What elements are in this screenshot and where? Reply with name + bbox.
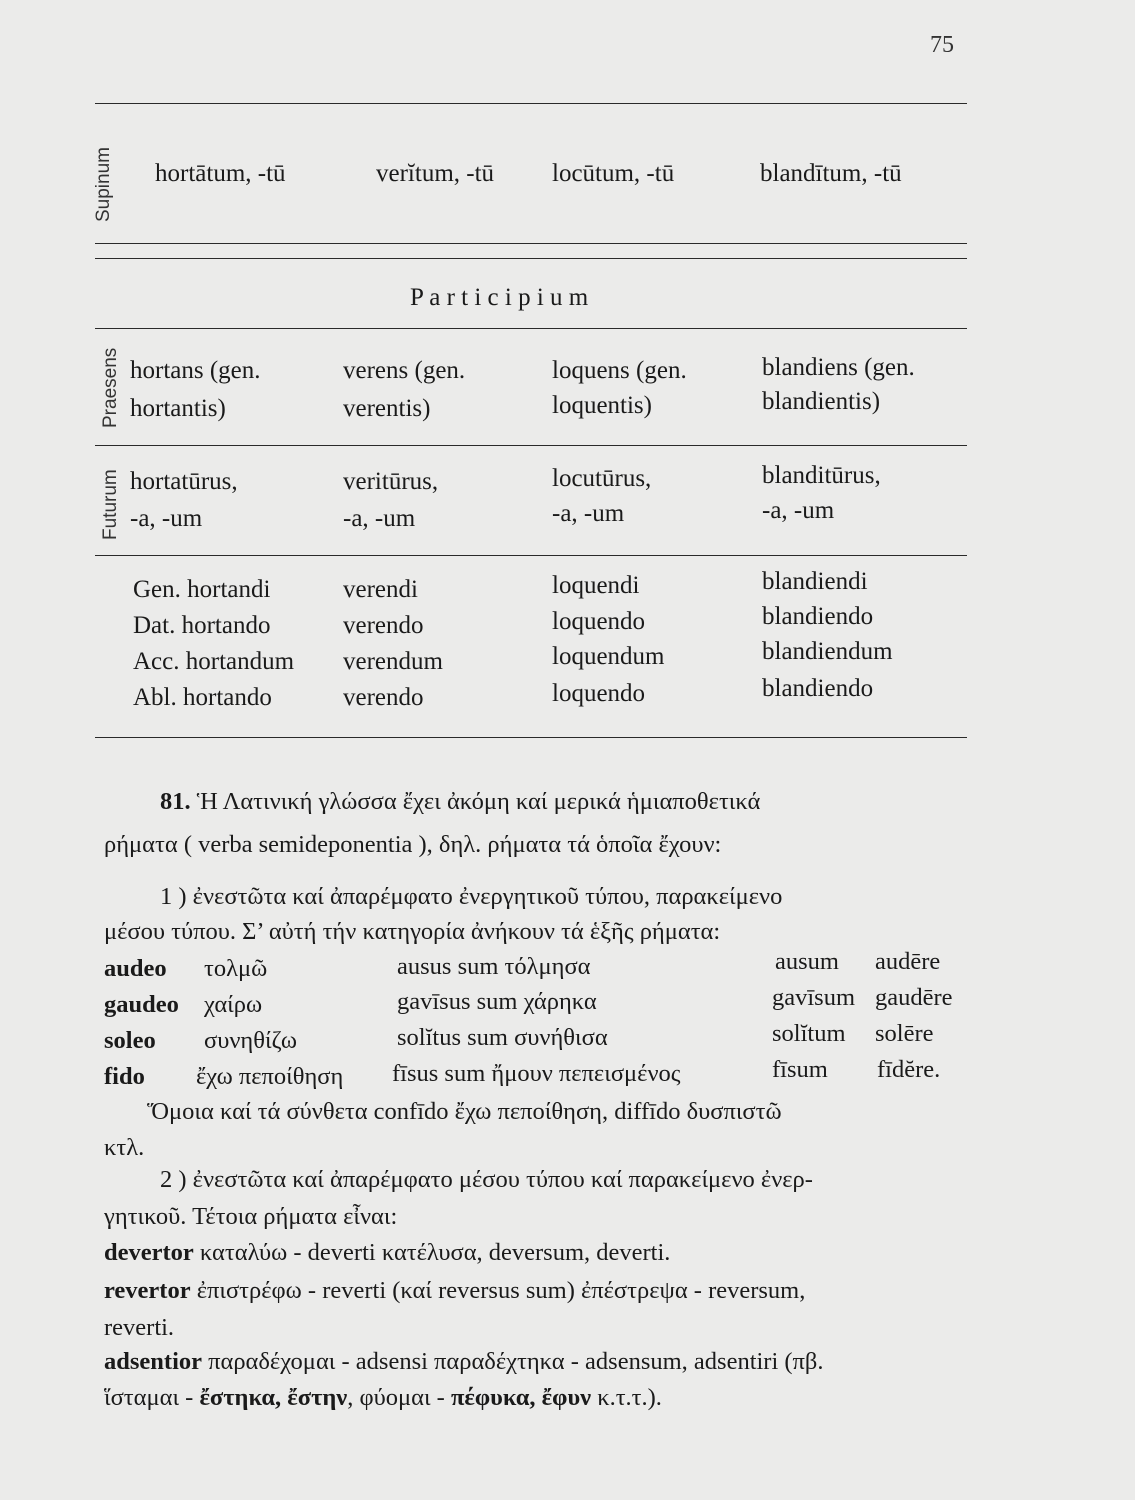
table-cell: veritūrus, (343, 468, 439, 495)
table-cell: loquendi (552, 572, 640, 599)
verb-greek: ἔχω πεποίθηση (196, 1063, 344, 1090)
table-cell: blandientis) (762, 388, 881, 415)
verb-greek: συνηθίζω (204, 1027, 297, 1054)
table-cell: hortans (gen. (130, 357, 261, 384)
supinum-label: Supinum (93, 147, 114, 222)
adsentior-line: adsentior παραδέχομαι - adsensi παραδέχτηκα - adsensum, adsentiri (πβ. (104, 1348, 824, 1375)
table-cell: loquendum (552, 643, 665, 670)
table-cell: Abl. hortando (133, 684, 272, 711)
table-cell: -a, -um (762, 497, 835, 524)
table-cell: -a, -um (343, 505, 416, 532)
verb-lemma: fido (104, 1063, 145, 1090)
point-1-line: 1 ) ἐνεστῶτα καί ἀπαρέμφατο ἐνεργητικοῦ τύπου, παρακείμενο (160, 883, 783, 910)
verb-lemma: gaudeo (104, 991, 179, 1018)
compounds-line: Ὅμοια καί τά σύνθετα confīdo ἔχω πεποίθηση, diffīdo δυσπιστῶ (147, 1098, 782, 1125)
table-rule (95, 555, 967, 556)
table-rule (95, 243, 967, 244)
section-intro-line: ρήματα ( verba semideponentia ), δηλ. ρήματα τά ὁποῖα ἔχουν: (104, 831, 722, 858)
devertor-line: devertor καταλύω - deverti κατέλυσα, deversum, deverti. (104, 1239, 671, 1266)
table-rule (95, 737, 967, 738)
table-cell: verendum (343, 648, 443, 675)
futurum-label: Futurum (100, 469, 121, 540)
verb-greek: τολμῶ (204, 955, 268, 982)
table-cell: -a, -um (552, 500, 625, 527)
table-cell: hortātum, -tū (155, 160, 286, 187)
table-cell: loquendo (552, 680, 646, 707)
participium-heading: P a r t i c i p i u m (410, 284, 589, 311)
table-cell: -a, -um (130, 505, 203, 532)
verb-perfect: ausus sum τόλμησα (397, 953, 591, 980)
verb-perfect: fīsus sum ἤμουν πεπεισμένος (392, 1060, 681, 1087)
table-cell: blandiendo (762, 603, 874, 630)
table-cell: Gen. hortandi (133, 576, 271, 603)
revertor-line: revertor ἐπιστρέφω - reverti (καί reversus sum) ἐπέστρεψα - reversum, (104, 1277, 806, 1304)
verb-infinitive: fīdĕre. (877, 1056, 941, 1083)
verb-supine: gavīsum (772, 984, 856, 1011)
table-cell: loquendo (552, 608, 646, 635)
verb-perfect: gavīsus sum χάρηκα (397, 988, 597, 1015)
point-2-line: γητικοῦ. Τέτοια ρήματα εἶναι: (104, 1203, 398, 1230)
verb-infinitive: audēre (875, 948, 941, 975)
verb-supine: solĭtum (772, 1020, 846, 1047)
page-number: 75 (930, 32, 954, 58)
table-cell: blandiendi (762, 568, 868, 595)
table-cell: verĭtum, -tū (376, 160, 495, 187)
verb-lemma: soleo (104, 1027, 156, 1054)
point-1-line: μέσου τύπου. Σ’ αὐτή τήν κατηγορία ἀνήκουν τά ἑξῆς ρήματα: (104, 918, 721, 945)
table-cell: locutūrus, (552, 465, 652, 492)
verb-greek: χαίρω (204, 991, 263, 1018)
compounds-line: κτλ. (104, 1134, 145, 1161)
verb-perfect: solĭtus sum συνήθισα (397, 1024, 608, 1051)
table-cell: Acc. hortandum (133, 648, 295, 675)
verb-supine: ausum (775, 948, 839, 975)
praesens-label: Praesens (100, 347, 121, 428)
table-rule (95, 103, 967, 104)
verb-infinitive: gaudēre (875, 984, 953, 1011)
table-cell: Dat. hortando (133, 612, 271, 639)
table-cell: verendi (343, 576, 418, 603)
table-cell: verens (gen. (343, 357, 466, 384)
table-cell: verentis) (343, 395, 431, 422)
table-rule (95, 258, 967, 259)
table-cell: locūtum, -tū (552, 160, 675, 187)
verb-supine: fīsum (772, 1056, 828, 1083)
table-cell: blandītum, -tū (760, 160, 902, 187)
table-cell: blandiens (gen. (762, 354, 915, 381)
point-2-line: 2 ) ἐνεστῶτα καί ἀπαρέμφατο μέσου τύπου καί παρακείμενο ἐνερ- (160, 1166, 813, 1193)
revertor-line: reverti. (104, 1314, 175, 1341)
table-cell: blandiendum (762, 638, 893, 665)
table-cell: loquens (gen. (552, 357, 687, 384)
final-line: ἵσταμαι - ἔστηκα, ἔστην, φύομαι - πέφυκα, ἔφυν κ.τ.τ.). (104, 1384, 662, 1411)
verb-lemma: audeo (104, 955, 167, 982)
table-cell: verendo (343, 612, 424, 639)
section-intro-line: 81. Ἡ Λατινική γλώσσα ἔχει ἀκόμη καί μερικά ἡμιαποθετικά (160, 788, 761, 815)
table-cell: blandiendo (762, 675, 874, 702)
table-cell: hortatūrus, (130, 468, 238, 495)
table-cell: hortantis) (130, 395, 226, 422)
table-cell: blanditūrus, (762, 462, 881, 489)
table-rule (95, 328, 967, 329)
table-cell: verendo (343, 684, 424, 711)
verb-infinitive: solēre (875, 1020, 934, 1047)
table-cell: loquentis) (552, 392, 652, 419)
table-rule (95, 445, 967, 446)
